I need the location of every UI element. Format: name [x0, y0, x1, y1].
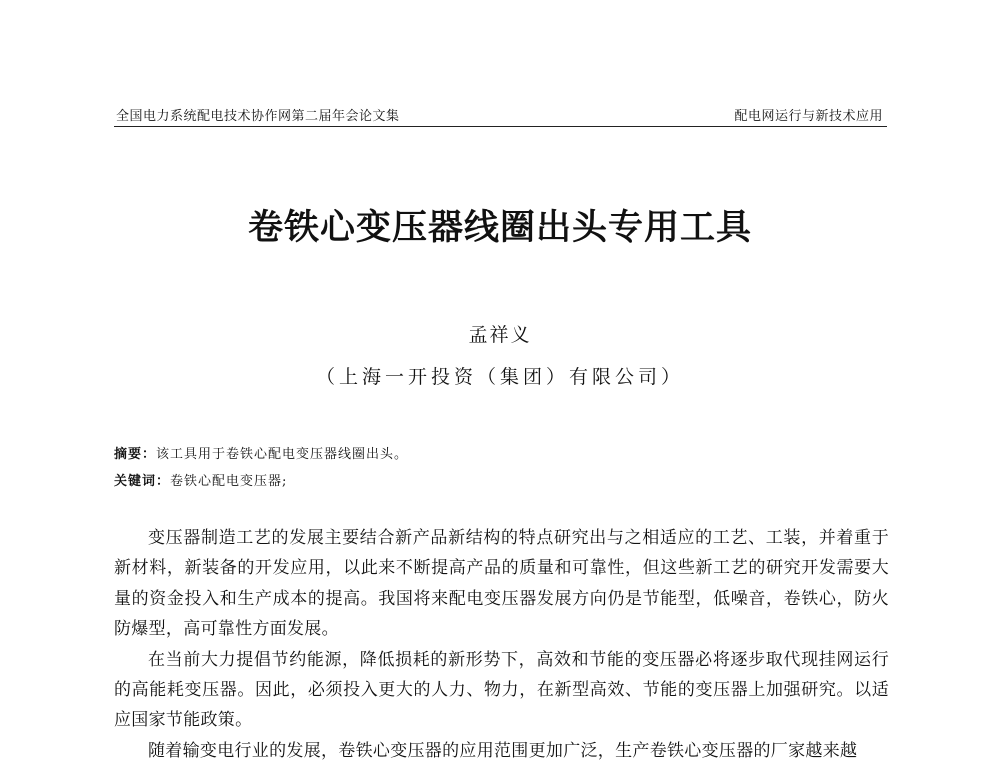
author-affiliation: （上海一开投资（集团）有限公司） — [315, 366, 684, 388]
abstract-label: 摘要： — [114, 447, 157, 462]
keywords — [114, 470, 287, 489]
keywords-text: 卷铁心配电变压器; — [170, 474, 288, 489]
body-paragraph: 变压器制造工艺的发展主要结合新产品新结构的特点研究出与之相适应的工艺、工装，并着重于新材料，新装备的开发应用，以此来不断提高产品的质量和可靠性，但这些新工艺的研究开发需要大量的资金投入和生产成本的提高。我国将来配电变压器发展方向仍是节能型，低噪音，卷铁心，防火防爆型，高可靠性方面发展。 — [114, 528, 889, 640]
paper-title: 卷铁心变压器线圈出头专用工具 — [247, 208, 752, 248]
body-text — [114, 523, 889, 766]
keywords-label: 关键词： — [114, 474, 171, 489]
header-proceedings-title: 全国电力系统配电技术协作网第二届年会论文集 — [116, 109, 400, 124]
running-header — [114, 104, 887, 127]
author-name: 孟祥义 — [468, 324, 532, 346]
header-section-title: 配电网运行与新技术应用 — [734, 109, 883, 124]
body-paragraph: 在当前大力提倡节约能源，降低损耗的新形势下，高效和节能的变压器必将逐步取代现挂网运行的高能耗变压器。因此，必须投入更大的人力、物力，在新型高效、节能的变压器上加强研究。以适应国家节能政策。 — [114, 649, 889, 731]
abstract-text: 该工具用于卷铁心配电变压器线圈出头。 — [156, 447, 409, 462]
body-paragraph: 随着输变电行业的发展，卷铁心变压器的应用范围更加广泛，生产卷铁心变压器的厂家越来越 — [148, 740, 858, 761]
abstract — [114, 443, 408, 462]
